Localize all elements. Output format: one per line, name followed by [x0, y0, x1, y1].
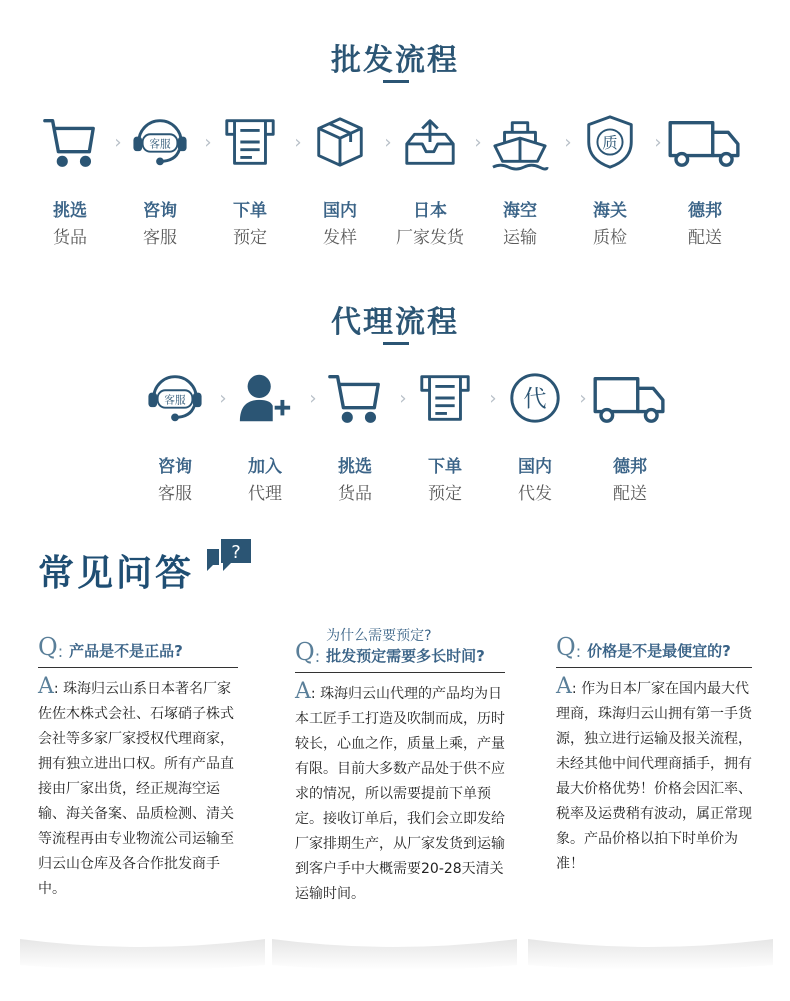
a-letter: A: [556, 674, 572, 699]
q-colon: :: [57, 642, 64, 661]
dropship-icon: [505, 368, 565, 428]
faq-answer-text: 珠海归云山代理的产品均为日本工匠手工打造及吹制而成，历时较长，心血之作，质量上乘，产量有限。目前大多数产品处于供不应求的情况，所以需要提前下单预定。接收订单后，我们会立即发给厂家排期生产，从厂家发货到运输到客户手中大概需要20-28天清关运输时间。: [295, 686, 505, 902]
faq-title: 常见问答: [38, 553, 195, 594]
faq-question: 产品是不是正品?: [69, 642, 183, 660]
order-form-icon: [220, 112, 280, 172]
step-label-primary: 国内: [518, 457, 552, 477]
title-divider: [383, 342, 409, 345]
step-label-secondary: 配送: [688, 228, 722, 248]
title-divider: [383, 80, 409, 83]
wholesale-step-consult: [115, 112, 212, 248]
chevron-right-icon: ›: [564, 132, 572, 153]
step-label-secondary: 预定: [428, 484, 462, 504]
customer-service-icon: [145, 368, 205, 428]
faq-question: 价格是不是最便宜的?: [587, 642, 731, 660]
step-label-secondary: 客服: [143, 228, 177, 248]
agent-step-delivery: [580, 368, 680, 504]
faq-card: [556, 625, 752, 877]
chevron-right-icon: ›: [294, 132, 302, 153]
step-label-primary: 咨询: [143, 201, 177, 221]
chevron-right-icon: ›: [219, 388, 227, 409]
wholesale-flow: [25, 112, 755, 248]
step-label-secondary: 发样: [323, 228, 357, 248]
step-label-secondary: 客服: [158, 484, 192, 504]
faq-answer: [556, 674, 752, 877]
faq-question-sub: 为什么需要预定?: [326, 628, 432, 644]
outbox-icon: [400, 112, 460, 172]
wholesale-step-transport: [475, 112, 572, 248]
svg-text:客服: 客服: [149, 137, 171, 151]
chevron-right-icon: ›: [384, 132, 392, 153]
wholesale-step-sample: [295, 112, 392, 248]
agent-step-consult: [130, 368, 227, 504]
faq-question: 批发预定需要多长时间?: [326, 647, 485, 665]
truck-icon: [665, 112, 745, 172]
chevron-right-icon: ›: [474, 132, 482, 153]
chevron-right-icon: ›: [489, 388, 497, 409]
wholesale-step-ship-factory: [385, 112, 482, 248]
faq-answer-text: 作为日本厂家在国内最大代理商，珠海归云山拥有第一手货源，独立进行运输及报关流程，未经其他中间代理商插手，拥有最大价格优势！价格会因汇率、税率及运费稍有波动，属正常现象。产品价格以拍下时单价为准！: [556, 681, 752, 872]
faq-answer-text: 珠海归云山系日本著名厂家佐佐木株式会社、石塚硝子株式会社等多家厂家授权代理商家，拥有独立进出口权。所有产品直接由厂家出货，经正规海空运输、海关备案、品质检测、清关等流程再由专业物流公司运输至归云山仓库及各合作批发商手中。: [38, 681, 234, 897]
q-letter: Q: [38, 633, 58, 661]
faq-answer: [38, 674, 238, 902]
truck-icon: [590, 368, 670, 428]
a-colon: :: [53, 681, 64, 697]
inspection-shield-icon: [580, 112, 640, 172]
step-label-secondary: 质检: [593, 228, 627, 248]
wholesale-step-customs: [565, 112, 662, 248]
box-icon: [310, 112, 370, 172]
step-label-primary: 海关: [593, 201, 627, 221]
svg-text:代: 代: [523, 385, 547, 413]
step-label-secondary: 厂家发货: [396, 228, 464, 248]
divider: [38, 667, 238, 668]
step-label-secondary: 代发: [518, 484, 552, 504]
step-label-primary: 日本: [413, 201, 447, 221]
wholesale-step-pick: [25, 112, 122, 248]
q-letter: Q: [295, 638, 315, 666]
svg-text:质: 质: [602, 133, 618, 152]
step-label-secondary: 代理: [248, 484, 282, 504]
step-label-primary: 挑选: [338, 457, 372, 477]
step-label-primary: 下单: [233, 201, 267, 221]
chevron-right-icon: ›: [309, 388, 317, 409]
agent-step-dropship: [490, 368, 587, 504]
chevron-right-icon: ›: [654, 132, 662, 153]
divider: [295, 672, 505, 673]
paper-curl-decoration: [272, 935, 517, 975]
paper-curl-decoration: [20, 935, 265, 975]
wholesale-step-delivery: [655, 112, 755, 248]
agent-flow: [130, 368, 680, 504]
step-label-primary: 咨询: [158, 457, 192, 477]
divider: [556, 667, 752, 668]
chevron-right-icon: ›: [579, 388, 587, 409]
chevron-right-icon: ›: [204, 132, 212, 153]
agent-title: 代理流程: [331, 305, 459, 340]
q-colon: :: [314, 647, 321, 666]
paper-curl-decoration: [528, 935, 773, 975]
agent-step-order: [400, 368, 497, 504]
agent-step-pick: [310, 368, 407, 504]
chevron-right-icon: ›: [114, 132, 122, 153]
step-label-secondary: 货品: [53, 228, 87, 248]
svg-text:客服: 客服: [164, 393, 186, 407]
step-label-primary: 德邦: [613, 457, 647, 477]
a-colon: :: [310, 686, 321, 702]
step-label-primary: 加入: [248, 457, 282, 477]
step-label-primary: 海空: [503, 201, 537, 221]
faq-card: [295, 625, 505, 907]
a-letter: A: [38, 674, 54, 699]
step-label-secondary: 配送: [613, 484, 647, 504]
wholesale-title: 批发流程: [331, 43, 459, 78]
step-label-primary: 下单: [428, 457, 462, 477]
faq-answer: [295, 679, 505, 907]
a-colon: :: [571, 681, 582, 697]
q-letter: Q: [556, 633, 576, 661]
ship-icon: [490, 112, 550, 172]
step-label-primary: 挑选: [53, 201, 87, 221]
svg-text:?: ?: [231, 542, 241, 563]
step-label-secondary: 货品: [338, 484, 372, 504]
step-label-secondary: 运输: [503, 228, 537, 248]
a-letter: A: [295, 679, 311, 704]
faq-card: [38, 625, 238, 902]
wholesale-step-order: [205, 112, 302, 248]
order-form-icon: [415, 368, 475, 428]
agent-step-join: [220, 368, 317, 504]
q-colon: :: [575, 642, 582, 661]
cart-icon: [325, 368, 385, 428]
faq-chat-icon: [205, 535, 255, 579]
step-label-primary: 德邦: [688, 201, 722, 221]
cart-icon: [40, 112, 100, 172]
step-label-primary: 国内: [323, 201, 357, 221]
add-user-icon: [235, 368, 295, 428]
chevron-right-icon: ›: [399, 388, 407, 409]
step-label-secondary: 预定: [233, 228, 267, 248]
customer-service-icon: [130, 112, 190, 172]
